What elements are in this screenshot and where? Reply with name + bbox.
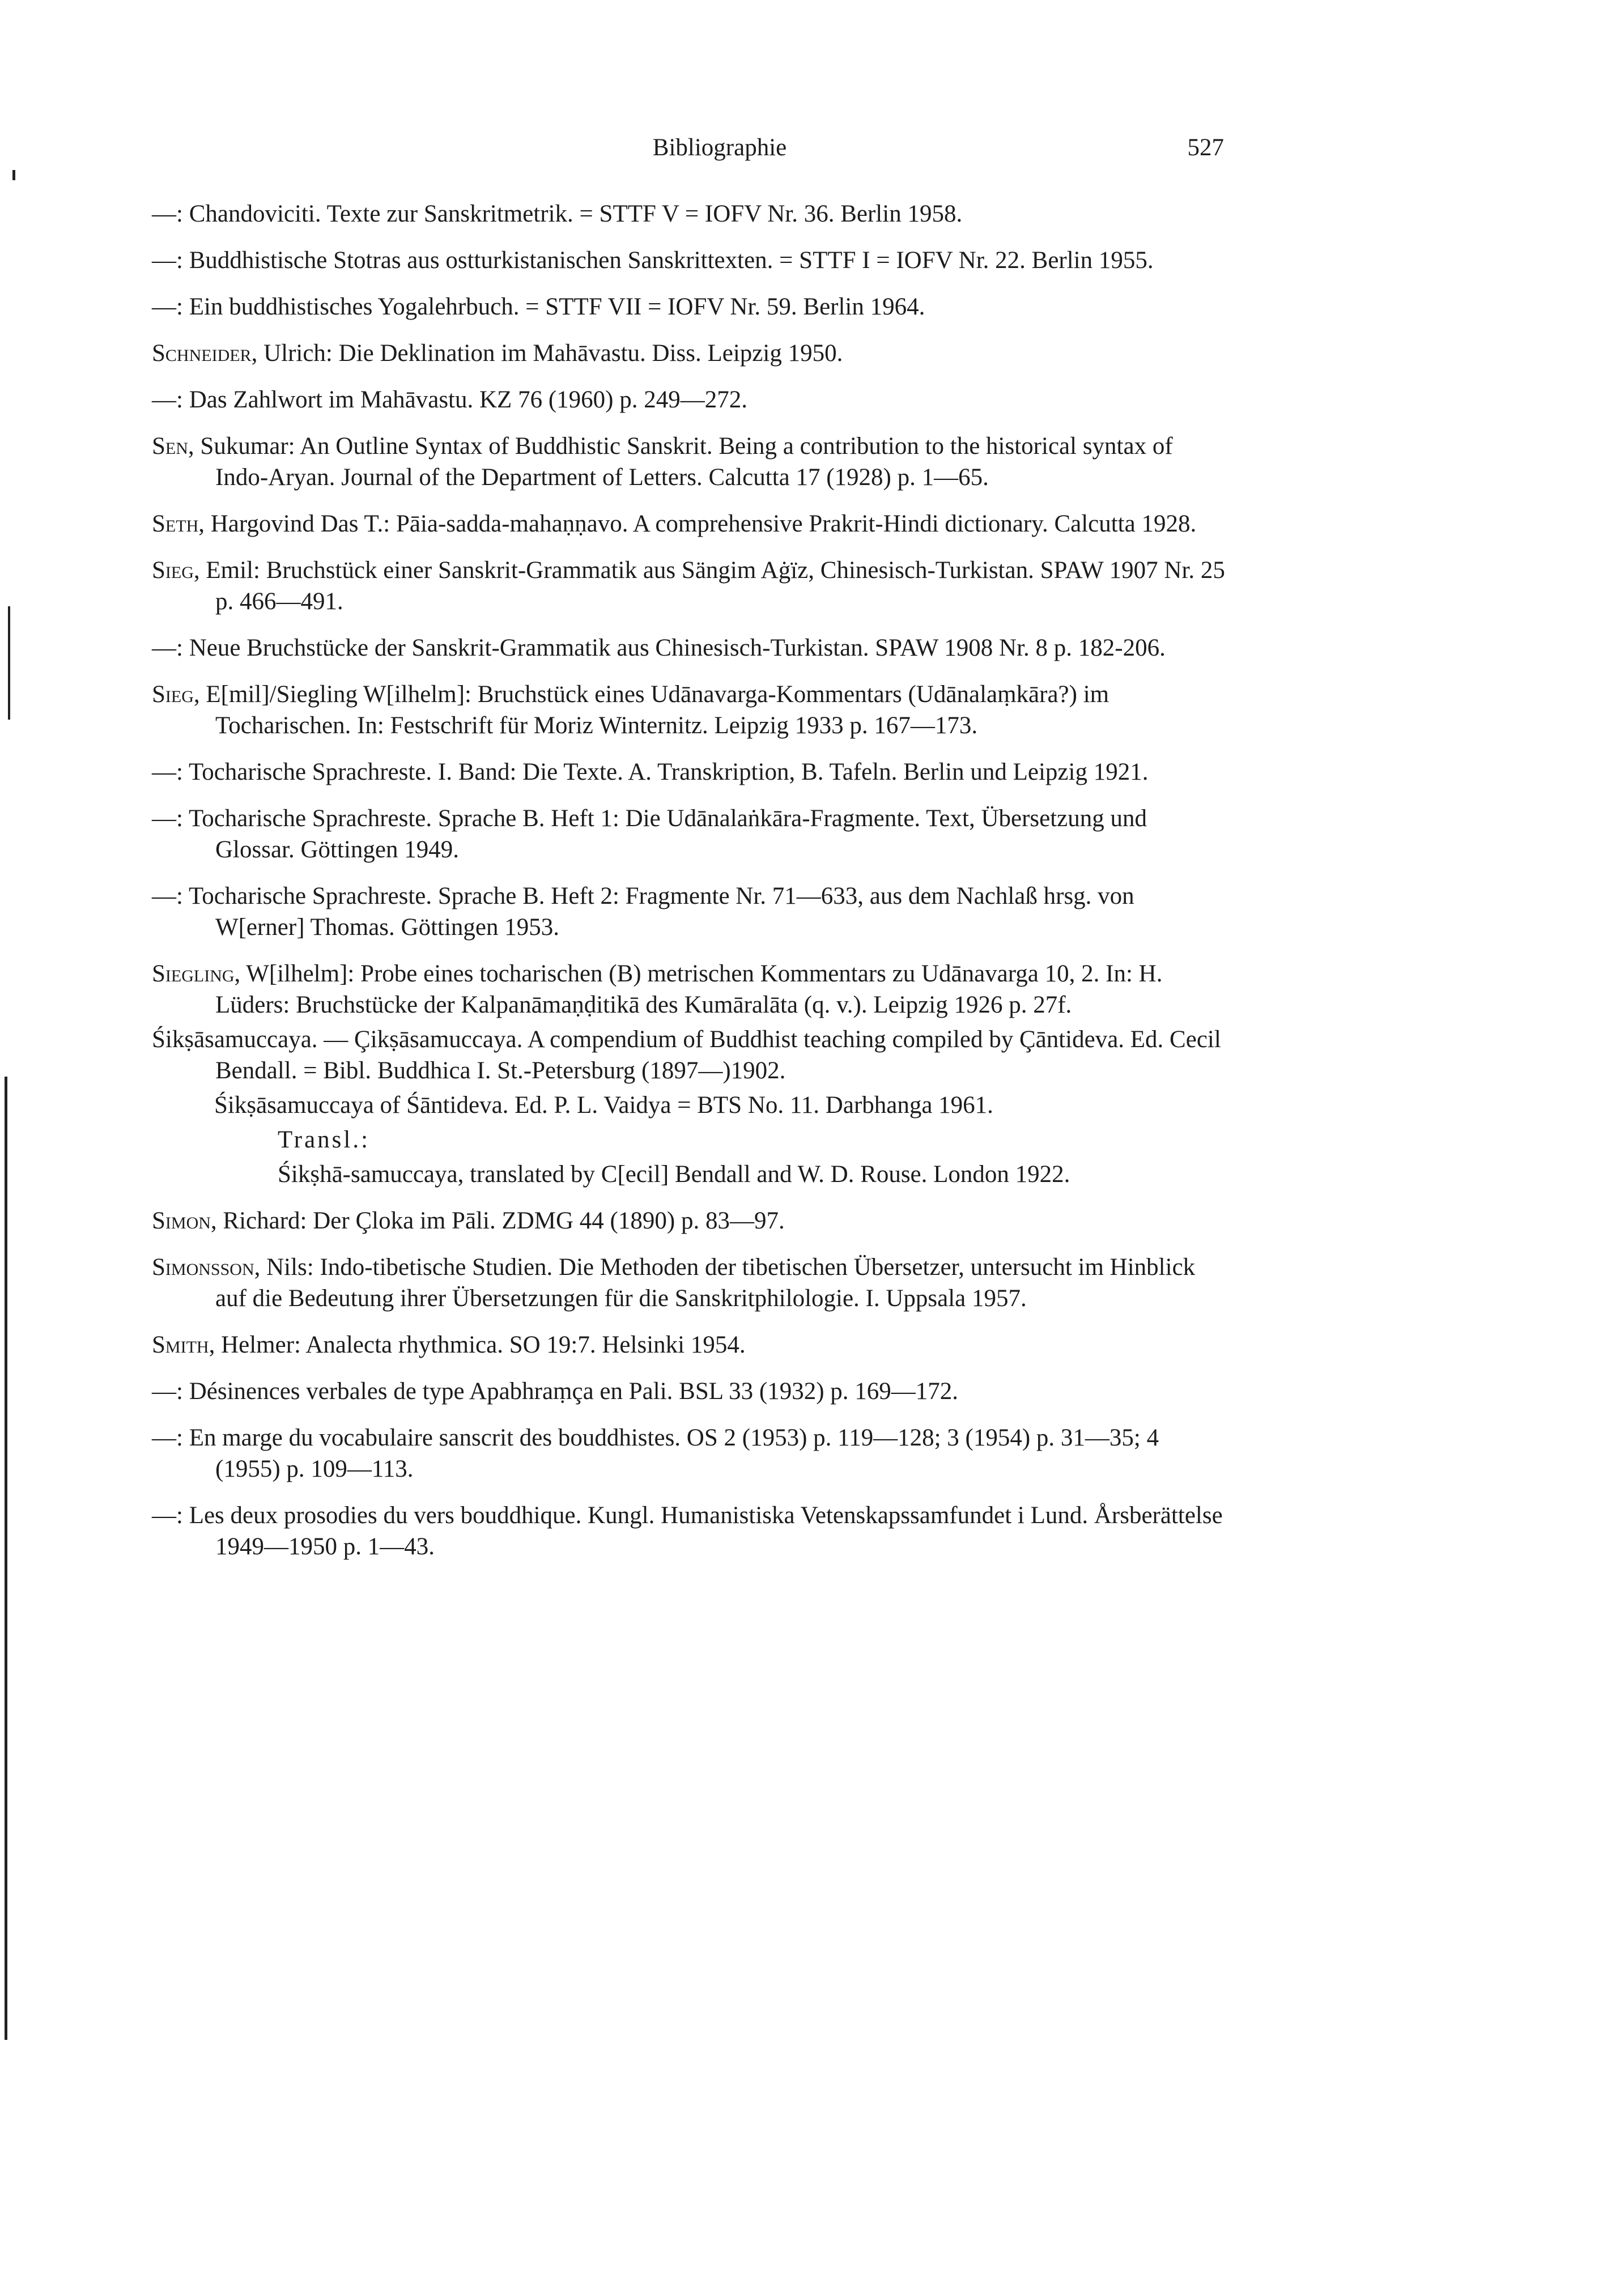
bib-text: — Çikṣāsamuccaya. A compendium of Buddhist teaching compiled by Çāntideva. Ed. Cecil Bendall. = Bibl. Buddhica I. St.-Petersburg (1897—)1902.: [215, 1026, 1221, 1084]
bib-author: Smith,: [152, 1332, 215, 1358]
scan-edge-line: [5, 1077, 7, 2040]
page-number: 527: [1187, 134, 1224, 161]
bib-author: Simon,: [152, 1207, 217, 1234]
bib-text: Sukumar: An Outline Syntax of Buddhistic Sanskrit. Being a contribution to the historical syntax of Indo-Aryan. Journal of the Department of Letters. Calcutta 17 (1928) p. 1—65.: [200, 433, 1173, 491]
bib-entry: [152, 756, 1228, 788]
bib-author: —:: [152, 247, 183, 274]
bib-author: Sieg,: [152, 557, 200, 584]
bib-author: Sieg,: [152, 681, 200, 708]
bib-entry: [152, 1329, 1228, 1360]
bib-author: —:: [152, 1378, 183, 1405]
bib-text: Śikṣhā-samuccaya, translated by C[ecil] Bendall and W. D. Rouse. London 1922.: [278, 1161, 1070, 1188]
bib-text: Emil: Bruchstück einer Sanskrit-Grammatik aus Sängim Aġïz, Chinesisch-Turkistan. SPAW 1907 Nr. 25 p. 466—491.: [206, 557, 1225, 615]
bib-entry: [152, 1422, 1228, 1485]
bib-author: —:: [152, 386, 183, 413]
bib-author: —:: [152, 1502, 183, 1529]
bib-text: Désinences verbales de type Apabhraṃça en Pali. BSL 33 (1932) p. 169—172.: [189, 1378, 959, 1405]
bib-author: Simonsson,: [152, 1254, 261, 1281]
bib-entry: [152, 245, 1228, 276]
bib-text: Neue Bruchstücke der Sanskrit-Grammatik aus Chinesisch-Turkistan. SPAW 1908 Nr. 8 p. 182-206.: [189, 635, 1166, 661]
bib-entry: [152, 431, 1228, 493]
bib-text: W[ilhelm]: Probe eines tocharischen (B) metrischen Kommentars zu Udānavarga 10, 2. In: H. Lüders: Bruchstücke der Kalpanāmaṇḍitikā des Kumāralāta (q. v.). Leipzig 1926 p. 27f.: [215, 960, 1163, 1018]
bib-author: Schneider,: [152, 340, 258, 367]
bib-entry: [152, 632, 1228, 664]
bib-text: Tocharische Sprachreste. I. Band: Die Texte. A. Transkription, B. Tafeln. Berlin und Leipzig 1921.: [188, 759, 1149, 785]
bib-entry: [152, 198, 1228, 229]
bib-text: Ulrich: Die Deklination im Mahāvastu. Diss. Leipzig 1950.: [263, 340, 843, 367]
bib-text: Tocharische Sprachreste. Sprache B. Heft 2: Fragmente Nr. 71—633, aus dem Nachlaß hrsg. von W[erner] Thomas. Göttingen 1953.: [188, 883, 1134, 941]
bib-author: —:: [152, 201, 183, 227]
bib-author: —:: [152, 1425, 183, 1451]
bib-text: Nils: Indo-tibetische Studien. Die Methoden der tibetischen Übersetzer, untersucht im Hinblick auf die Bedeutung ihrer Übersetzungen für die Sanskritphilologie. I. Uppsala 1957.: [215, 1254, 1196, 1312]
bib-entry: [152, 338, 1228, 369]
bib-entry: [152, 1252, 1228, 1314]
bib-entry: [152, 803, 1228, 865]
bib-author: Siegling,: [152, 960, 241, 987]
bib-text: Buddhistische Stotras aus ostturkistanischen Sanskrittexten. = STTF I = IOFV Nr. 22. Berlin 1955.: [189, 247, 1154, 274]
bib-text: Helmer: Analecta rhythmica. SO 19:7. Helsinki 1954.: [221, 1332, 746, 1358]
bib-author: —:: [152, 635, 183, 661]
bib-text: Tocharische Sprachreste. Sprache B. Heft 1: Die Udānalaṅkāra-Fragmente. Text, Übersetzung und Glossar. Göttingen 1949.: [188, 805, 1147, 863]
bib-text: En marge du vocabulaire sanscrit des bouddhistes. OS 2 (1953) p. 119—128; 3 (1954) p. 31—35; 4 (1955) p. 109—113.: [189, 1425, 1159, 1482]
bib-text: Das Zahlwort im Mahāvastu. KZ 76 (1960) p. 249—272.: [189, 386, 747, 413]
bib-entry: [152, 1090, 1228, 1121]
bibliography-list: [152, 198, 1228, 1578]
bib-text: Śikṣāsamuccaya of Śāntideva. Ed. P. L. Vaidya = BTS No. 11. Darbhanga 1961.: [214, 1092, 993, 1119]
bib-entry: [152, 881, 1228, 943]
page-title: Bibliographie: [652, 134, 787, 161]
bib-text: Transl.:: [278, 1126, 371, 1153]
bib-text: Richard: Der Çloka im Pāli. ZDMG 44 (1890) p. 83—97.: [223, 1207, 785, 1234]
bib-text: Chandoviciti. Texte zur Sanskritmetrik. = STTF V = IOFV Nr. 36. Berlin 1958.: [189, 201, 963, 227]
bib-author: —:: [152, 805, 183, 832]
bib-text: Ein buddhistisches Yogalehrbuch. = STTF VII = IOFV Nr. 59. Berlin 1964.: [189, 294, 925, 320]
bib-entry: [152, 1024, 1228, 1086]
bib-entry: [152, 679, 1228, 741]
bib-author: Sen,: [152, 433, 194, 460]
scan-speck: [12, 170, 15, 180]
bib-text: Hargovind Das T.: Pāia-sadda-mahaṇṇavo. A comprehensive Prakrit-Hindi dictionary. Calcutta 1928.: [210, 511, 1197, 537]
bib-author: —:: [152, 294, 183, 320]
bib-author: —:: [152, 883, 183, 909]
bib-author: Śikṣāsamuccaya.: [152, 1026, 318, 1053]
bib-entry: [152, 555, 1228, 617]
bib-entry: [152, 384, 1228, 415]
running-header: [215, 134, 1224, 173]
bib-entry: [152, 1205, 1228, 1236]
bib-entry: [152, 1159, 1228, 1190]
bib-entry: [152, 291, 1228, 322]
bib-entry: [152, 958, 1228, 1021]
bib-author: Seth,: [152, 511, 205, 537]
bib-entry: [152, 508, 1228, 539]
scan-speck: [8, 606, 10, 720]
bib-text: Les deux prosodies du vers bouddhique. Kungl. Humanistiska Vetenskapssamfundet i Lund. Årsberättelse 1949—1950 p. 1—43.: [189, 1502, 1223, 1560]
bib-author: —:: [152, 759, 183, 785]
bib-transl-label: [152, 1124, 1228, 1155]
bib-entry: [152, 1376, 1228, 1407]
bib-entry: [152, 1500, 1228, 1562]
bib-text: E[mil]/Siegling W[ilhelm]: Bruchstück eines Udānavarga-Kommentars (Udānalaṃkāra?) im Tocharischen. In: Festschrift für Moriz Winternitz. Leipzig 1933 p. 167—173.: [206, 681, 1109, 739]
